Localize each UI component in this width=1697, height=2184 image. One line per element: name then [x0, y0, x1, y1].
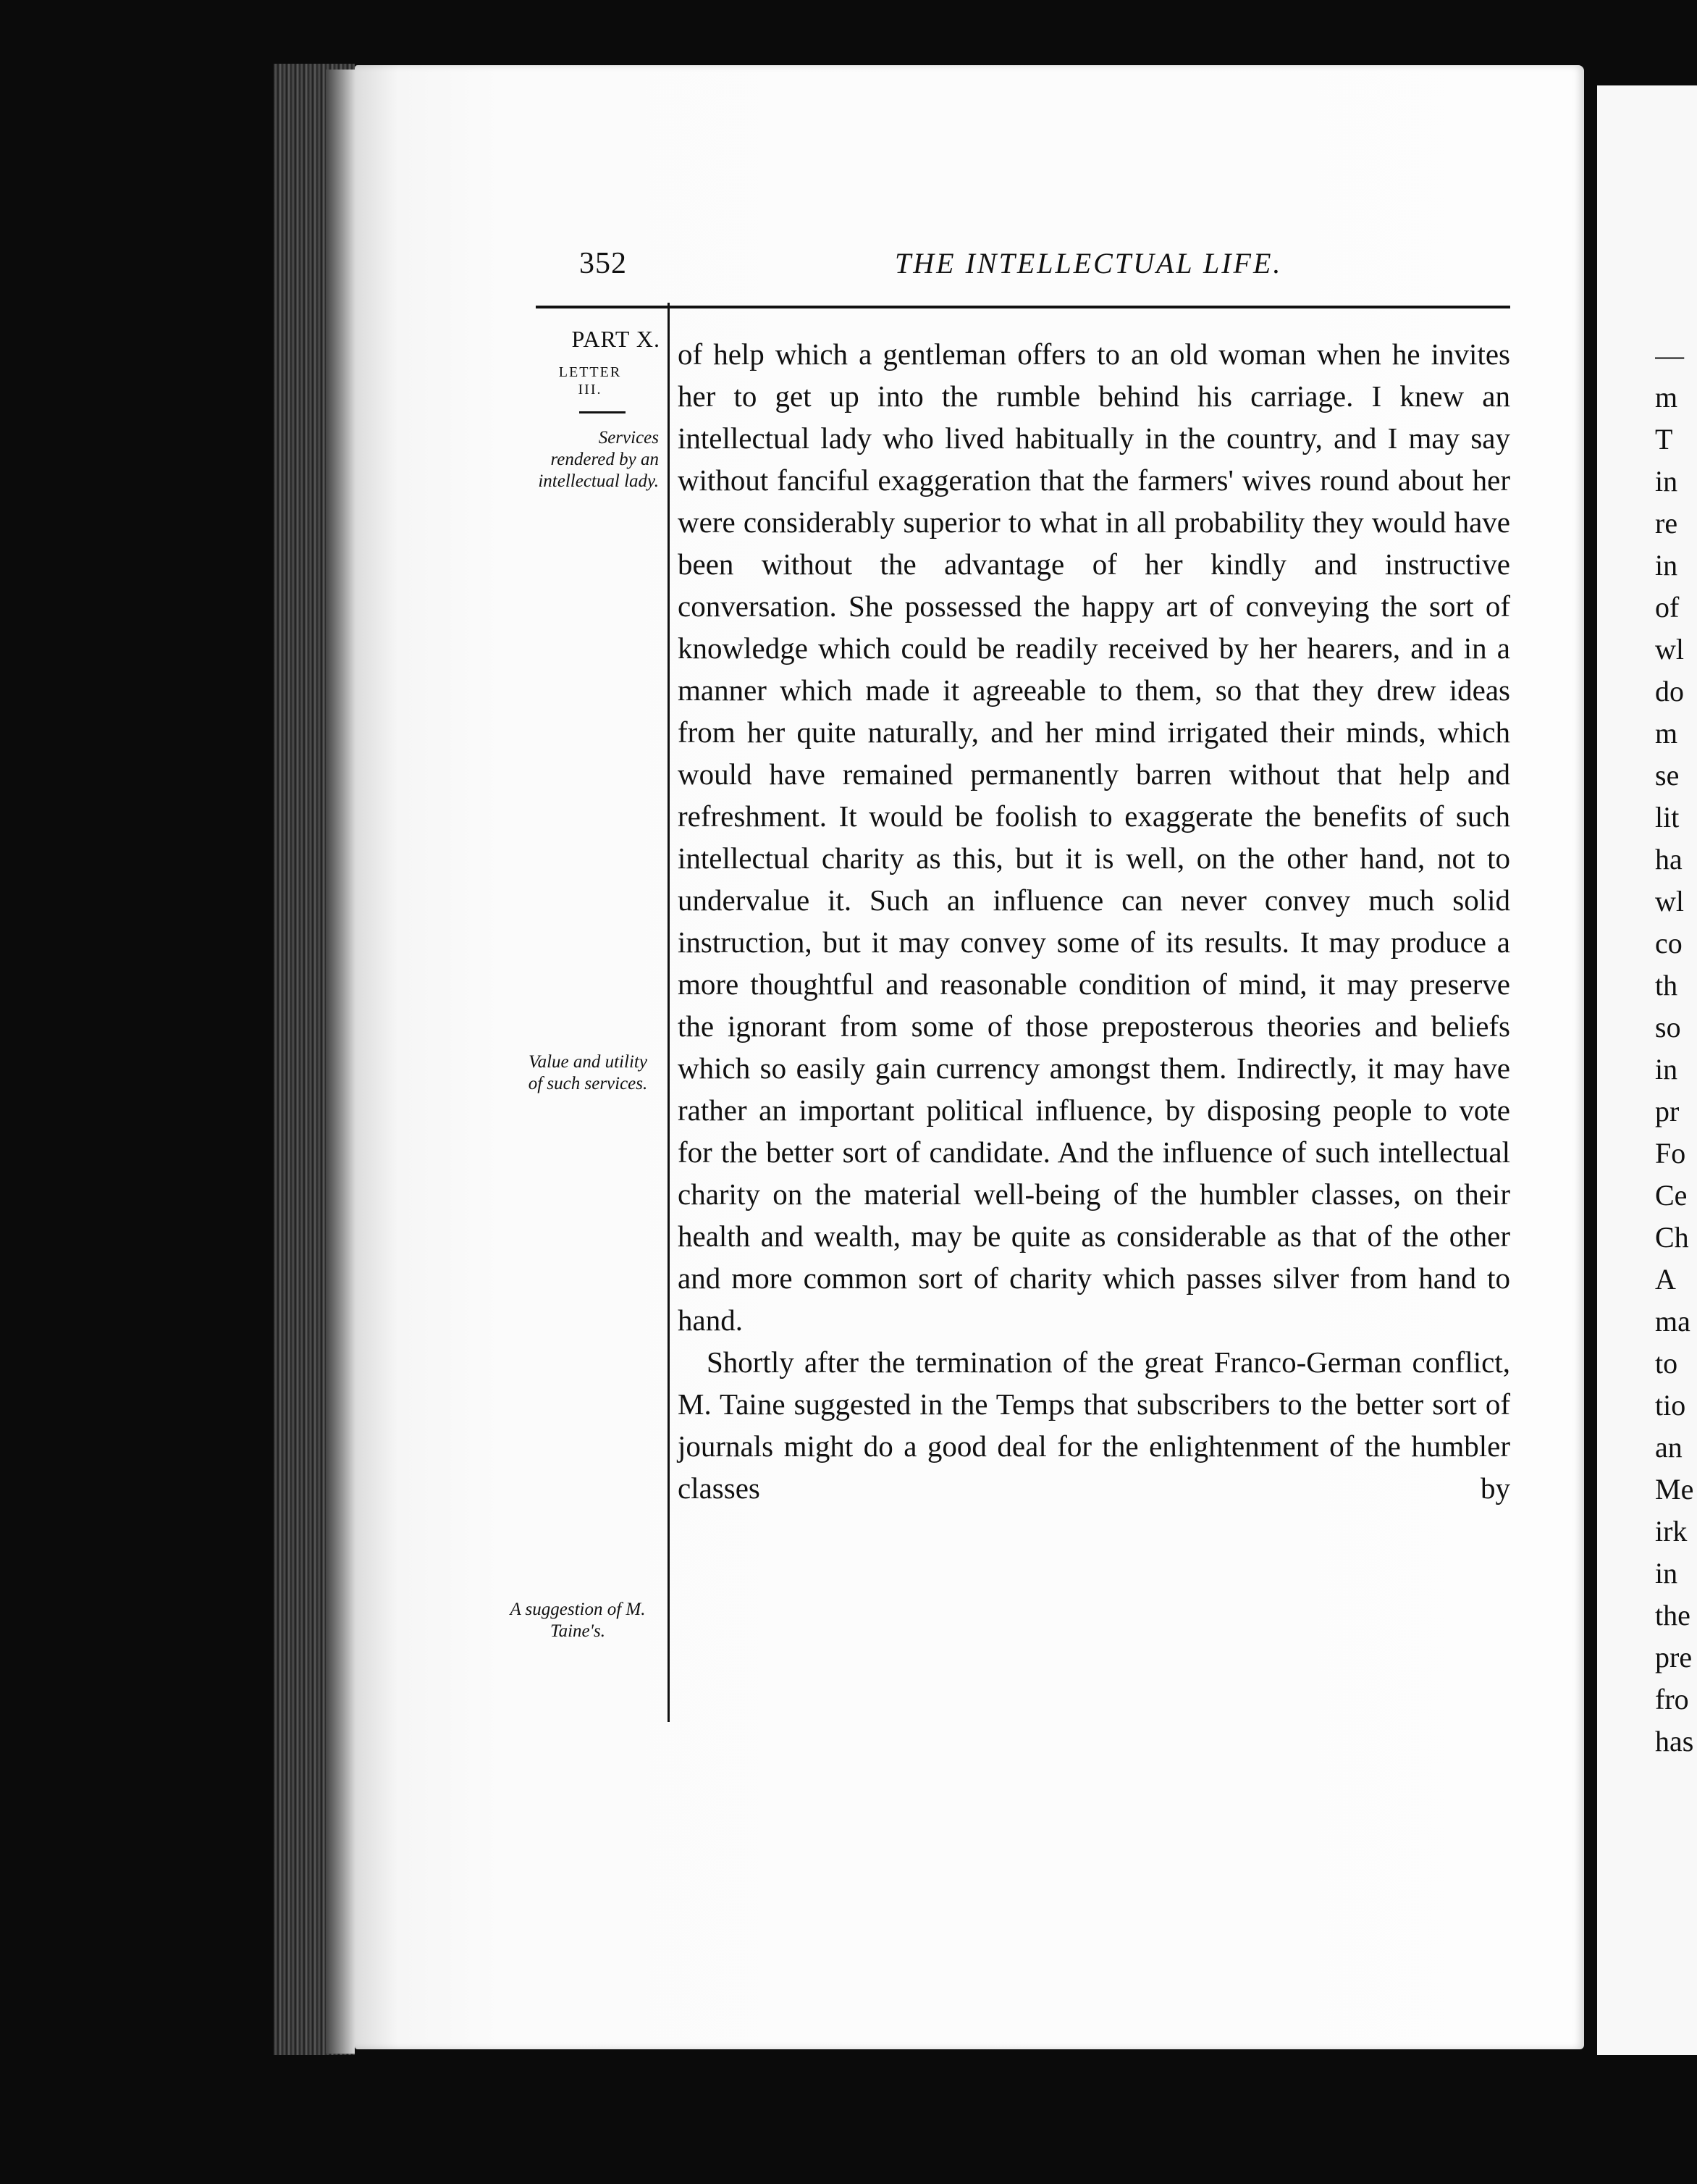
paragraph: of help which a gentleman offers to an old woman when he invites her to get up into the rumble behind his carriage. I knew an intellectual lady who lived habitually in the country, and I may say without fanciful exaggeration that the farmers' wives round about her were considerably superior to what in all probability they would have been without the advantage of her kindly and instructive conversation. She possessed the happy art of conveying the sort of knowledge which could be readily received by her hearers, and in a manner which made it agreeable to them, so that they drew ideas from her quite naturally, and her mind irrigated their minds, which would have remained permanently barren without that help and refreshment. It would be foolish to exaggerate the benefits of such intellectual charity as this, but it is well, on the other hand, not to undervalue it. Such an influence can never convey much solid instruction, but it may convey some of its results. It may produce a more thoughtful and reasonable condition of mind, it may preserve the ignorant from some of those preposterous theories and beliefs which so easily gain currency amongst them. Indirectly, it may have rather an important political influence, by disposing people to vote for the better sort of candidate. And the influence of such intellectual charity on the material well-being of the humbler classes, on their health and wealth, may be quite as considerable as that of the other and more common sort of charity which passes silver from hand to hand.	[678, 337, 1510, 1337]
facing-page-fragment: th	[1655, 969, 1678, 1001]
facing-page-text-fragments	[1655, 335, 1697, 1763]
facing-page-fragment: co	[1655, 927, 1683, 959]
facing-page-fragment: in	[1655, 1557, 1678, 1589]
facing-page-fragment: wl	[1655, 633, 1684, 665]
facing-page-fragment: so	[1655, 1011, 1681, 1043]
facing-page-fragment: of	[1655, 591, 1680, 623]
facing-page-fragment: Ce	[1655, 1179, 1688, 1211]
facing-page-fragment: Me	[1655, 1473, 1694, 1505]
page-number: 352	[579, 247, 627, 280]
facing-page-fragment: do	[1655, 675, 1684, 707]
margin-letter-number: III.	[578, 382, 602, 398]
margin-letter-word: LETTER	[558, 364, 622, 380]
margin-short-rule	[579, 411, 626, 413]
page-separator	[1593, 85, 1597, 2055]
margin-letter-label	[536, 364, 644, 398]
facing-page-fragment: the	[1655, 1599, 1690, 1631]
facing-page-fragment: T	[1655, 423, 1673, 455]
facing-page-fragment: in	[1655, 1053, 1678, 1085]
sidenote-services: Services rendered by an intellectual lady.	[538, 428, 659, 491]
running-title: THE INTELLECTUAL LIFE.	[895, 247, 1283, 280]
page-gutter-shadow	[326, 70, 355, 2054]
running-head	[579, 246, 1513, 290]
sidenote-suggestion: A suggestion of M. Taine's.	[510, 1600, 646, 1641]
body-text	[678, 333, 1510, 1509]
facing-page-fragment: fro	[1655, 1683, 1689, 1715]
facing-page-fragment: ma	[1655, 1305, 1690, 1337]
facing-page-fragment: lit	[1655, 801, 1680, 833]
margin-rule-vertical	[668, 303, 670, 1722]
facing-page-fragment: ha	[1655, 843, 1683, 875]
facing-page-fragment: Fo	[1655, 1137, 1686, 1169]
facing-page-fragment: se	[1655, 759, 1680, 791]
facing-page-fragment: —	[1655, 339, 1684, 371]
facing-page-fragment: tio	[1655, 1389, 1686, 1421]
facing-page-fragment: pre	[1655, 1641, 1693, 1673]
facing-page-fragment: A	[1655, 1263, 1676, 1295]
paragraph: Shortly after the termination of the great Franco-German conflict, M. Taine suggested in the Temps that subscribers to the better sort of journals might do a good deal for the enlightenment of the humbler classes by	[678, 1345, 1510, 1505]
header-rule	[536, 306, 1510, 308]
facing-page-fragment: pr	[1655, 1095, 1680, 1127]
facing-page-fragment: wl	[1655, 885, 1684, 917]
facing-page-fragment: in	[1655, 465, 1678, 497]
facing-page-fragment: m	[1655, 381, 1678, 413]
facing-page-fragment: to	[1655, 1347, 1678, 1379]
sidenote-value: Value and utility of such services.	[528, 1052, 648, 1093]
facing-page-fragment: m	[1655, 717, 1678, 749]
margin-part-label: PART X.	[571, 326, 660, 352]
facing-page-fragment: Ch	[1655, 1221, 1689, 1253]
facing-page-fragment: re	[1655, 507, 1678, 539]
facing-page-fragment: in	[1655, 549, 1678, 581]
facing-page-fragment: irk	[1655, 1515, 1688, 1547]
facing-page-fragment: an	[1655, 1431, 1683, 1463]
facing-page-fragment: has	[1655, 1725, 1694, 1757]
